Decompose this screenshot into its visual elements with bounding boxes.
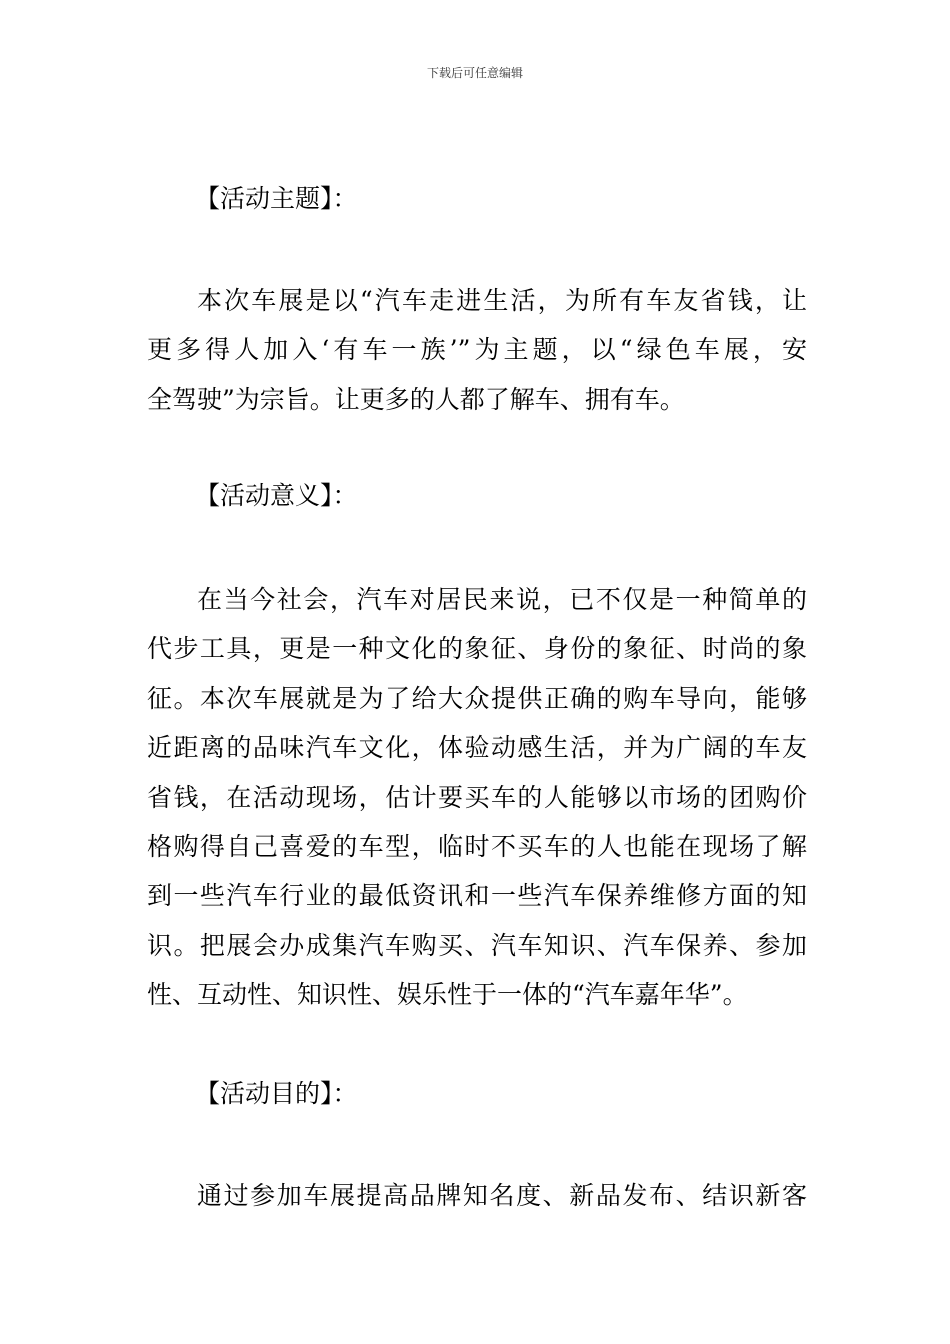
section-heading-significance: 【活动意义】： <box>195 481 358 510</box>
paragraph-line: 代步工具，更是一种文化的象征、身份的象征、时尚的象 <box>147 634 807 664</box>
paragraph-line: 省钱，在活动现场，估计要买车的人能够以市场的团购价 <box>147 782 807 812</box>
paragraph-line: 在当今社会，汽车对居民来说，已不仅是一种简单的 <box>197 585 807 614</box>
section-paragraph-purpose <box>147 1171 807 1220</box>
section-heading-purpose: 【活动目的】： <box>195 1079 358 1108</box>
section-paragraph-theme <box>147 276 807 424</box>
section-heading-theme: 【活动主题】： <box>195 184 358 213</box>
paragraph-line: 性、互动性、知识性、娱乐性于一体的“汽车嘉年华”。 <box>147 980 748 1010</box>
page-header: 下载后可任意编辑 <box>426 66 523 80</box>
paragraph-line: 到一些汽车行业的最低资讯和一些汽车保养维修方面的知 <box>147 881 807 911</box>
paragraph-line: 识。把展会办成集汽车购买、汽车知识、汽车保养、参加 <box>147 930 807 960</box>
paragraph-line: 本次车展是以“汽车走进生活，为所有车友省钱，让 <box>197 286 807 315</box>
paragraph-line: 格购得自己喜爱的车型，临时不买车的人也能在现场了解 <box>147 831 807 861</box>
paragraph-line: 全驾驶”为宗旨。让更多的人都了解车、拥有车。 <box>147 384 685 414</box>
paragraph-line: 近距离的品味汽车文化，体验动感生活，并为广阔的车友 <box>147 733 807 763</box>
paragraph-line: 更多得人加入‘有车一族’”为主题，以“绿色车展，安 <box>147 335 807 365</box>
paragraph-line: 通过参加车展提高品牌知名度、新品发布、结识新客 <box>197 1181 807 1210</box>
paragraph-line: 征。本次车展就是为了给大众提供正确的购车导向，能够 <box>147 683 807 713</box>
section-paragraph-significance <box>147 575 807 1020</box>
